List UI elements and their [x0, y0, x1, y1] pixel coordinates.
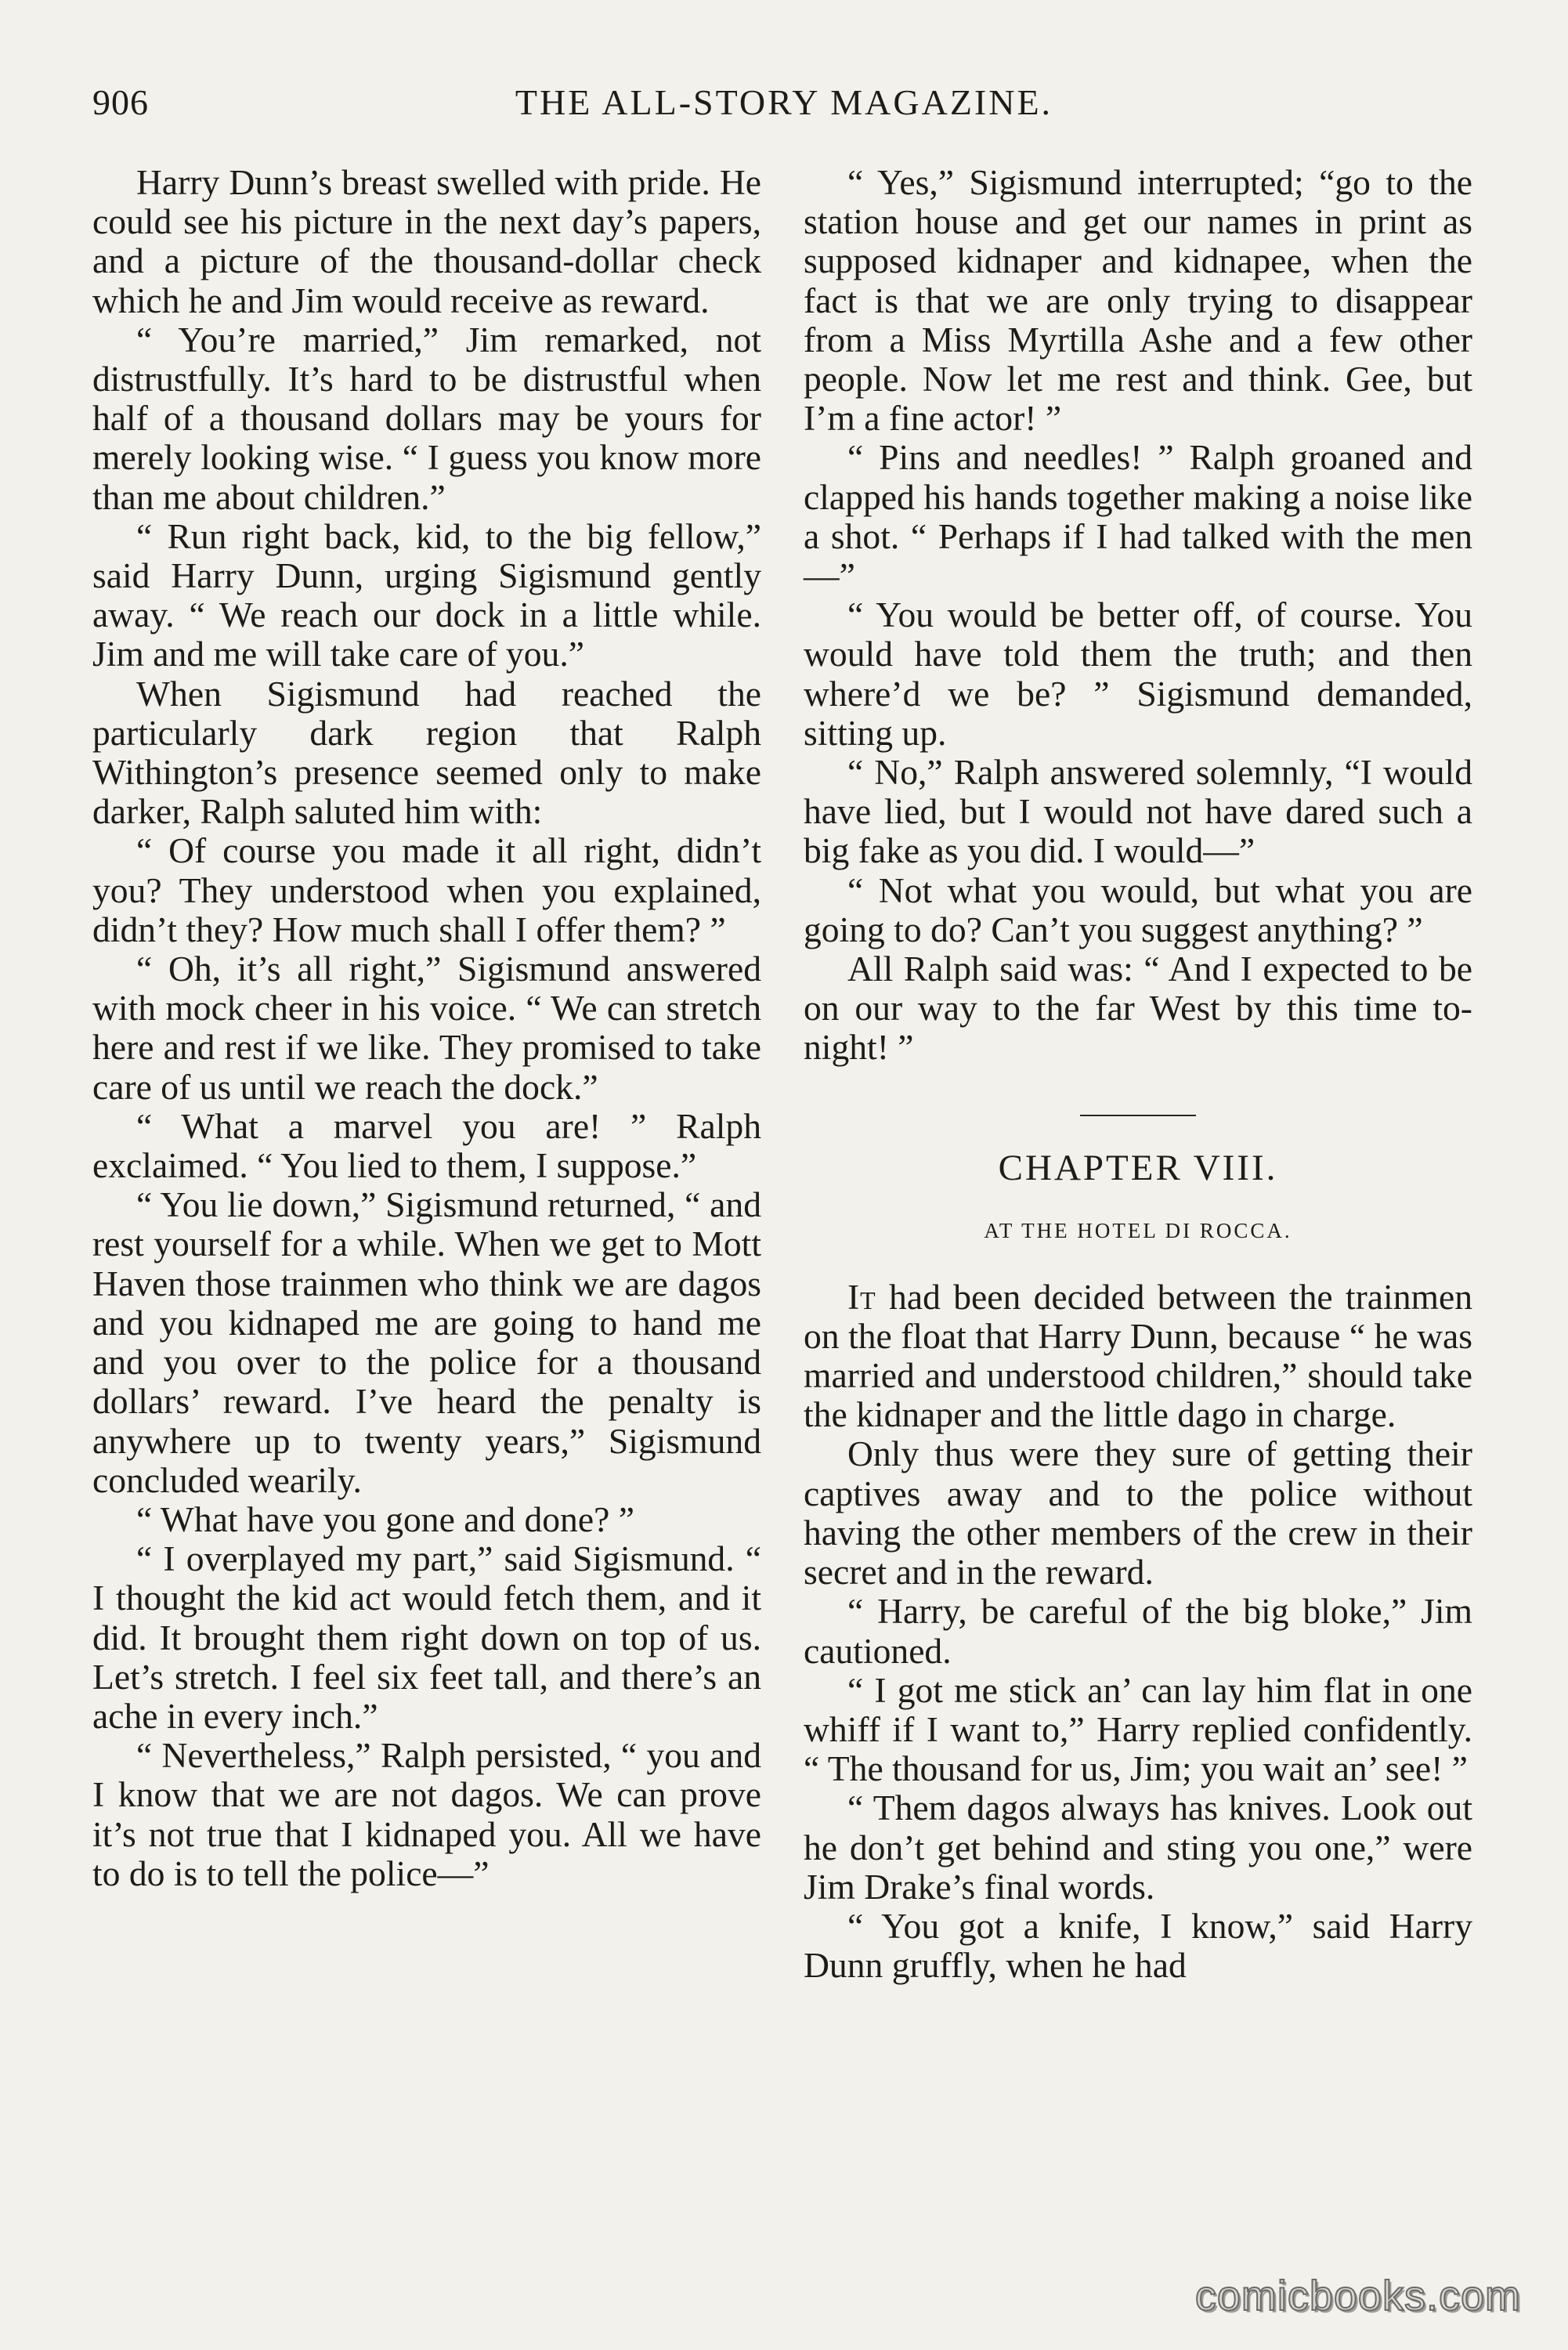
page-header: [92, 81, 1476, 136]
paragraph: “ Of course you made it all right, didn’t you? They understood when you explained, didn’t they? How much shall I offer them? ”: [92, 830, 761, 949]
paragraph: “ You got a knife, I know,” said Harry Dunn gruffly, when he had: [804, 1905, 1472, 1986]
paragraph: “ Not what you would, but what you are going to do? Can’t you suggest anything? ”: [804, 870, 1472, 949]
paragraph: “ No,” Ralph answered solemnly, “I would have lied, but I would not have dared such a big fake as you did. I would—”: [804, 752, 1472, 871]
paragraph: “ Harry, be careful of the big bloke,” Jim cautioned.: [804, 1591, 1472, 1671]
running-title: THE ALL-STORY MAGAZINE.: [515, 82, 1053, 122]
paragraph: “ Yes,” Sigismund interrupted; “go to the station house and get our names in print as supposed kidnaper and kidnapee, when the fact is that we are only trying to disappear from a Miss Myrtilla Ashe and a few other people. Now let me rest and think. Gee, but I’m a fine actor! ”: [804, 162, 1472, 439]
paragraph: “ Oh, it’s all right,” Sigismund answered with mock cheer in his voice. “ We can stretch here and rest if we like. They promised to take care of us until we reach the dock.”: [92, 949, 761, 1107]
paragraph: “ Them dagos always has knives. Look out he don’t get behind and sting you one,” were Jim Drake’s final words.: [804, 1788, 1472, 1907]
paragraph: “ You lie down,” Sigismund returned, “ and rest yourself for a while. When we get to Mott Haven those trainmen who think we are dagos and you kidnaped me are going to hand me and you over to the police for a thousand dollars’ reward. I’ve heard the penalty is anywhere up to twenty years,” Sigismund concluded wearily.: [92, 1184, 761, 1500]
paragraph: All Ralph said was: “ And I expected to be on our way to the far West by this time to-night! ”: [804, 949, 1472, 1068]
right-column: [804, 163, 1472, 1985]
chapter-opening-paragraph: [804, 1278, 1472, 1435]
chapter-subtitle: AT THE HOTEL DI ROCCA.: [984, 1218, 1292, 1242]
chapter-title: CHAPTER VIII.: [998, 1147, 1278, 1188]
paragraph: Only thus were they sure of getting their captives away and to the police without having the other members of the crew in their secret and in the reward.: [804, 1434, 1472, 1593]
watermark-logo: comicbooks.com: [1194, 2272, 1521, 2319]
paragraph: “ Nevertheless,” Ralph persisted, “ you and I know that we are not dagos. We can prove it’s not true that I kidnaped you. All we have to do is to tell the police—”: [92, 1735, 761, 1893]
paragraph: “ Run right back, kid, to the big fellow,” said Harry Dunn, urging Sigismund gently away. “ We reach our dock in a little while. Jim and me will take care of you.”: [92, 515, 761, 674]
paragraph: “ Pins and needles! ” Ralph groaned and clapped his hands together making a noise like a shot. “ Perhaps if I had talked with the men—”: [804, 437, 1472, 596]
paragraph: “ You would be better off, of course. You would have told them the truth; and then where’d we be? ” Sigismund demanded, sitting up.: [804, 595, 1472, 753]
page-number: 906: [92, 82, 149, 122]
paragraph: “ What a marvel you are! ” Ralph exclaimed. “ You lied to them, I suppose.”: [92, 1105, 761, 1186]
paragraph: “ I got me stick an’ can lay him flat in one whiff if I want to,” Harry replied confidently. “ The thousand for us, Jim; you wait an’ see! ”: [804, 1669, 1472, 1789]
chapter-opening-text: had been decided between the trainmen on the float that Harry Dunn, because “ he was married and understood children,” should take the kidnaper and the little dago in charge.: [804, 1276, 1472, 1435]
left-column: [92, 163, 761, 1893]
paragraph: “ You’re married,” Jim remarked, not distrustfully. It’s hard to be distrustful when half of a thousand dollars may be yours for merely looking wise. “ I guess you know more than me about children.”: [92, 319, 761, 517]
paragraph: When Sigismund had reached the particularly dark region that Ralph Withington’s presence seemed only to make darker, Ralph saluted him with:: [92, 673, 761, 832]
paragraph: Harry Dunn’s breast swelled with pride. He could see his picture in the next day’s papers, and a picture of the thousand-dollar check which he and Jim would receive as reward.: [92, 162, 761, 320]
section-divider: [1080, 1115, 1196, 1116]
chapter-opening-word: It: [847, 1276, 876, 1317]
paragraph: “ I overplayed my part,” said Sigismund. “ I thought the kid act would fetch them, and it did. It brought them right down on top of us. Let’s stretch. I feel six feet tall, and there’s an ache in every inch.”: [92, 1538, 761, 1736]
paragraph: “ What have you gone and done? ”: [136, 1499, 634, 1539]
